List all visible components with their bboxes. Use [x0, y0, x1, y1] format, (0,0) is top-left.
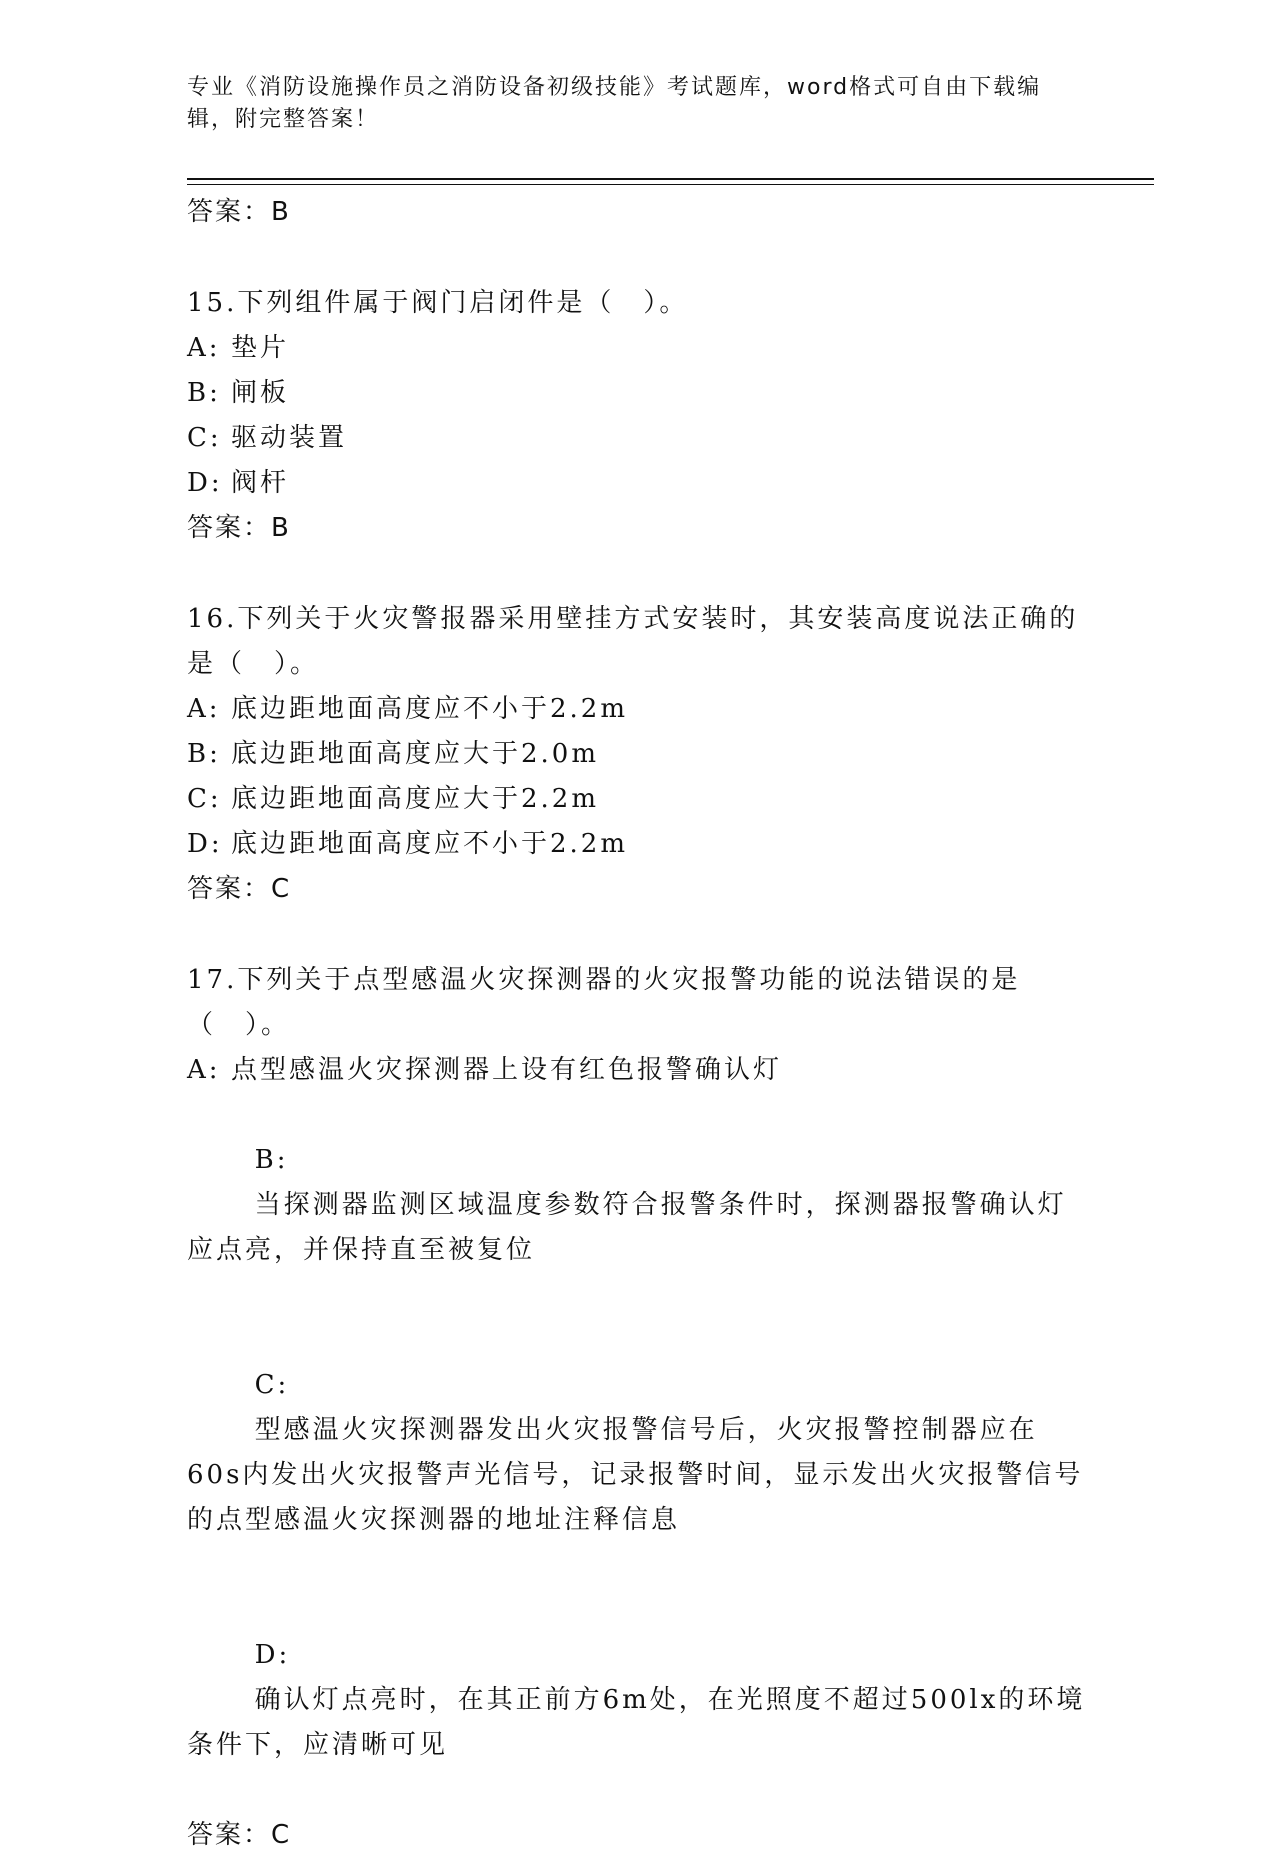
- option-text: 闸板: [231, 378, 290, 408]
- option-key: D:: [187, 829, 223, 859]
- answer-line: 答案：C: [187, 874, 292, 904]
- question-list: [187, 190, 1087, 1858]
- answer-line: 答案：C: [187, 1820, 292, 1850]
- option-c: [187, 777, 1087, 822]
- question-item: [187, 958, 1087, 1858]
- option-d: [187, 461, 1087, 506]
- option-b: [187, 1093, 1087, 1318]
- option-text: 垫片: [231, 333, 290, 363]
- answer-line: 答案：B: [187, 197, 291, 227]
- option-text: 型感温火灾探测器发出火灾报警信号后，火灾报警控制器应在60s内发出火灾报警声光信号，记录报警时间，显示发出火灾报警信号的点型感温火灾探测器的地址注释信息: [187, 1415, 1084, 1535]
- option-a: [187, 687, 1087, 732]
- option-text: 底边距地面高度应大于2.2m: [231, 784, 600, 814]
- option-key: C:: [187, 784, 222, 814]
- option-text: 确认灯点亮时，在其正前方6m处，在光照度不超过500lx的环境条件下，应清晰可见: [187, 1685, 1086, 1760]
- option-text: 底边距地面高度应不小于2.2m: [231, 694, 629, 724]
- option-key: A:: [187, 333, 221, 363]
- spacer: [187, 235, 1087, 281]
- option-text: 底边距地面高度应不小于2.2m: [231, 829, 629, 859]
- option-d: [187, 1588, 1087, 1813]
- option-key: B:: [187, 378, 221, 408]
- option-key: A:: [187, 694, 221, 724]
- header-divider-thin: [187, 184, 1154, 185]
- option-text: 点型感温火灾探测器上设有红色报警确认灯: [231, 1055, 783, 1085]
- document-header: [187, 72, 1067, 136]
- option-key: D:: [254, 1640, 291, 1670]
- option-text: 当探测器监测区域温度参数符合报警条件时，探测器报警确认灯应点亮，并保持直至被复位: [187, 1190, 1067, 1265]
- option-c: [187, 1318, 1087, 1588]
- option-key: A:: [187, 1055, 221, 1085]
- option-key: B:: [254, 1145, 289, 1175]
- option-key: C:: [254, 1370, 290, 1400]
- question-item: [187, 597, 1087, 912]
- answer-line: 答案：B: [187, 513, 291, 543]
- option-a: [187, 326, 1087, 371]
- question-stem: 16.下列关于火灾警报器采用壁挂方式安装时，其安装高度说法正确的是（ ）。: [187, 604, 1079, 679]
- question-stem: 15.下列组件属于阀门启闭件是（ ）。: [187, 288, 689, 318]
- option-c: [187, 416, 1087, 461]
- option-text: 底边距地面高度应大于2.0m: [231, 739, 600, 769]
- option-text: 驱动装置: [231, 423, 348, 453]
- option-a: [187, 1048, 1087, 1093]
- spacer: [187, 912, 1087, 958]
- option-key: B:: [187, 739, 221, 769]
- question-item: [187, 281, 1087, 551]
- option-b: [187, 732, 1087, 777]
- option-b: [187, 371, 1087, 416]
- spacer: [187, 551, 1087, 597]
- option-key: C:: [187, 423, 222, 453]
- header-text: 专业《消防设施操作员之消防设备初级技能》考试题库，word格式可自由下载编辑，附完整答案！: [187, 75, 1042, 132]
- option-text: 阀杆: [231, 468, 290, 498]
- option-key: D:: [187, 468, 223, 498]
- option-d: [187, 822, 1087, 867]
- header-divider-thick: [187, 178, 1154, 180]
- question-stem: 17.下列关于点型感温火灾探测器的火灾报警功能的说法错误的是（ ）。: [187, 965, 1021, 1040]
